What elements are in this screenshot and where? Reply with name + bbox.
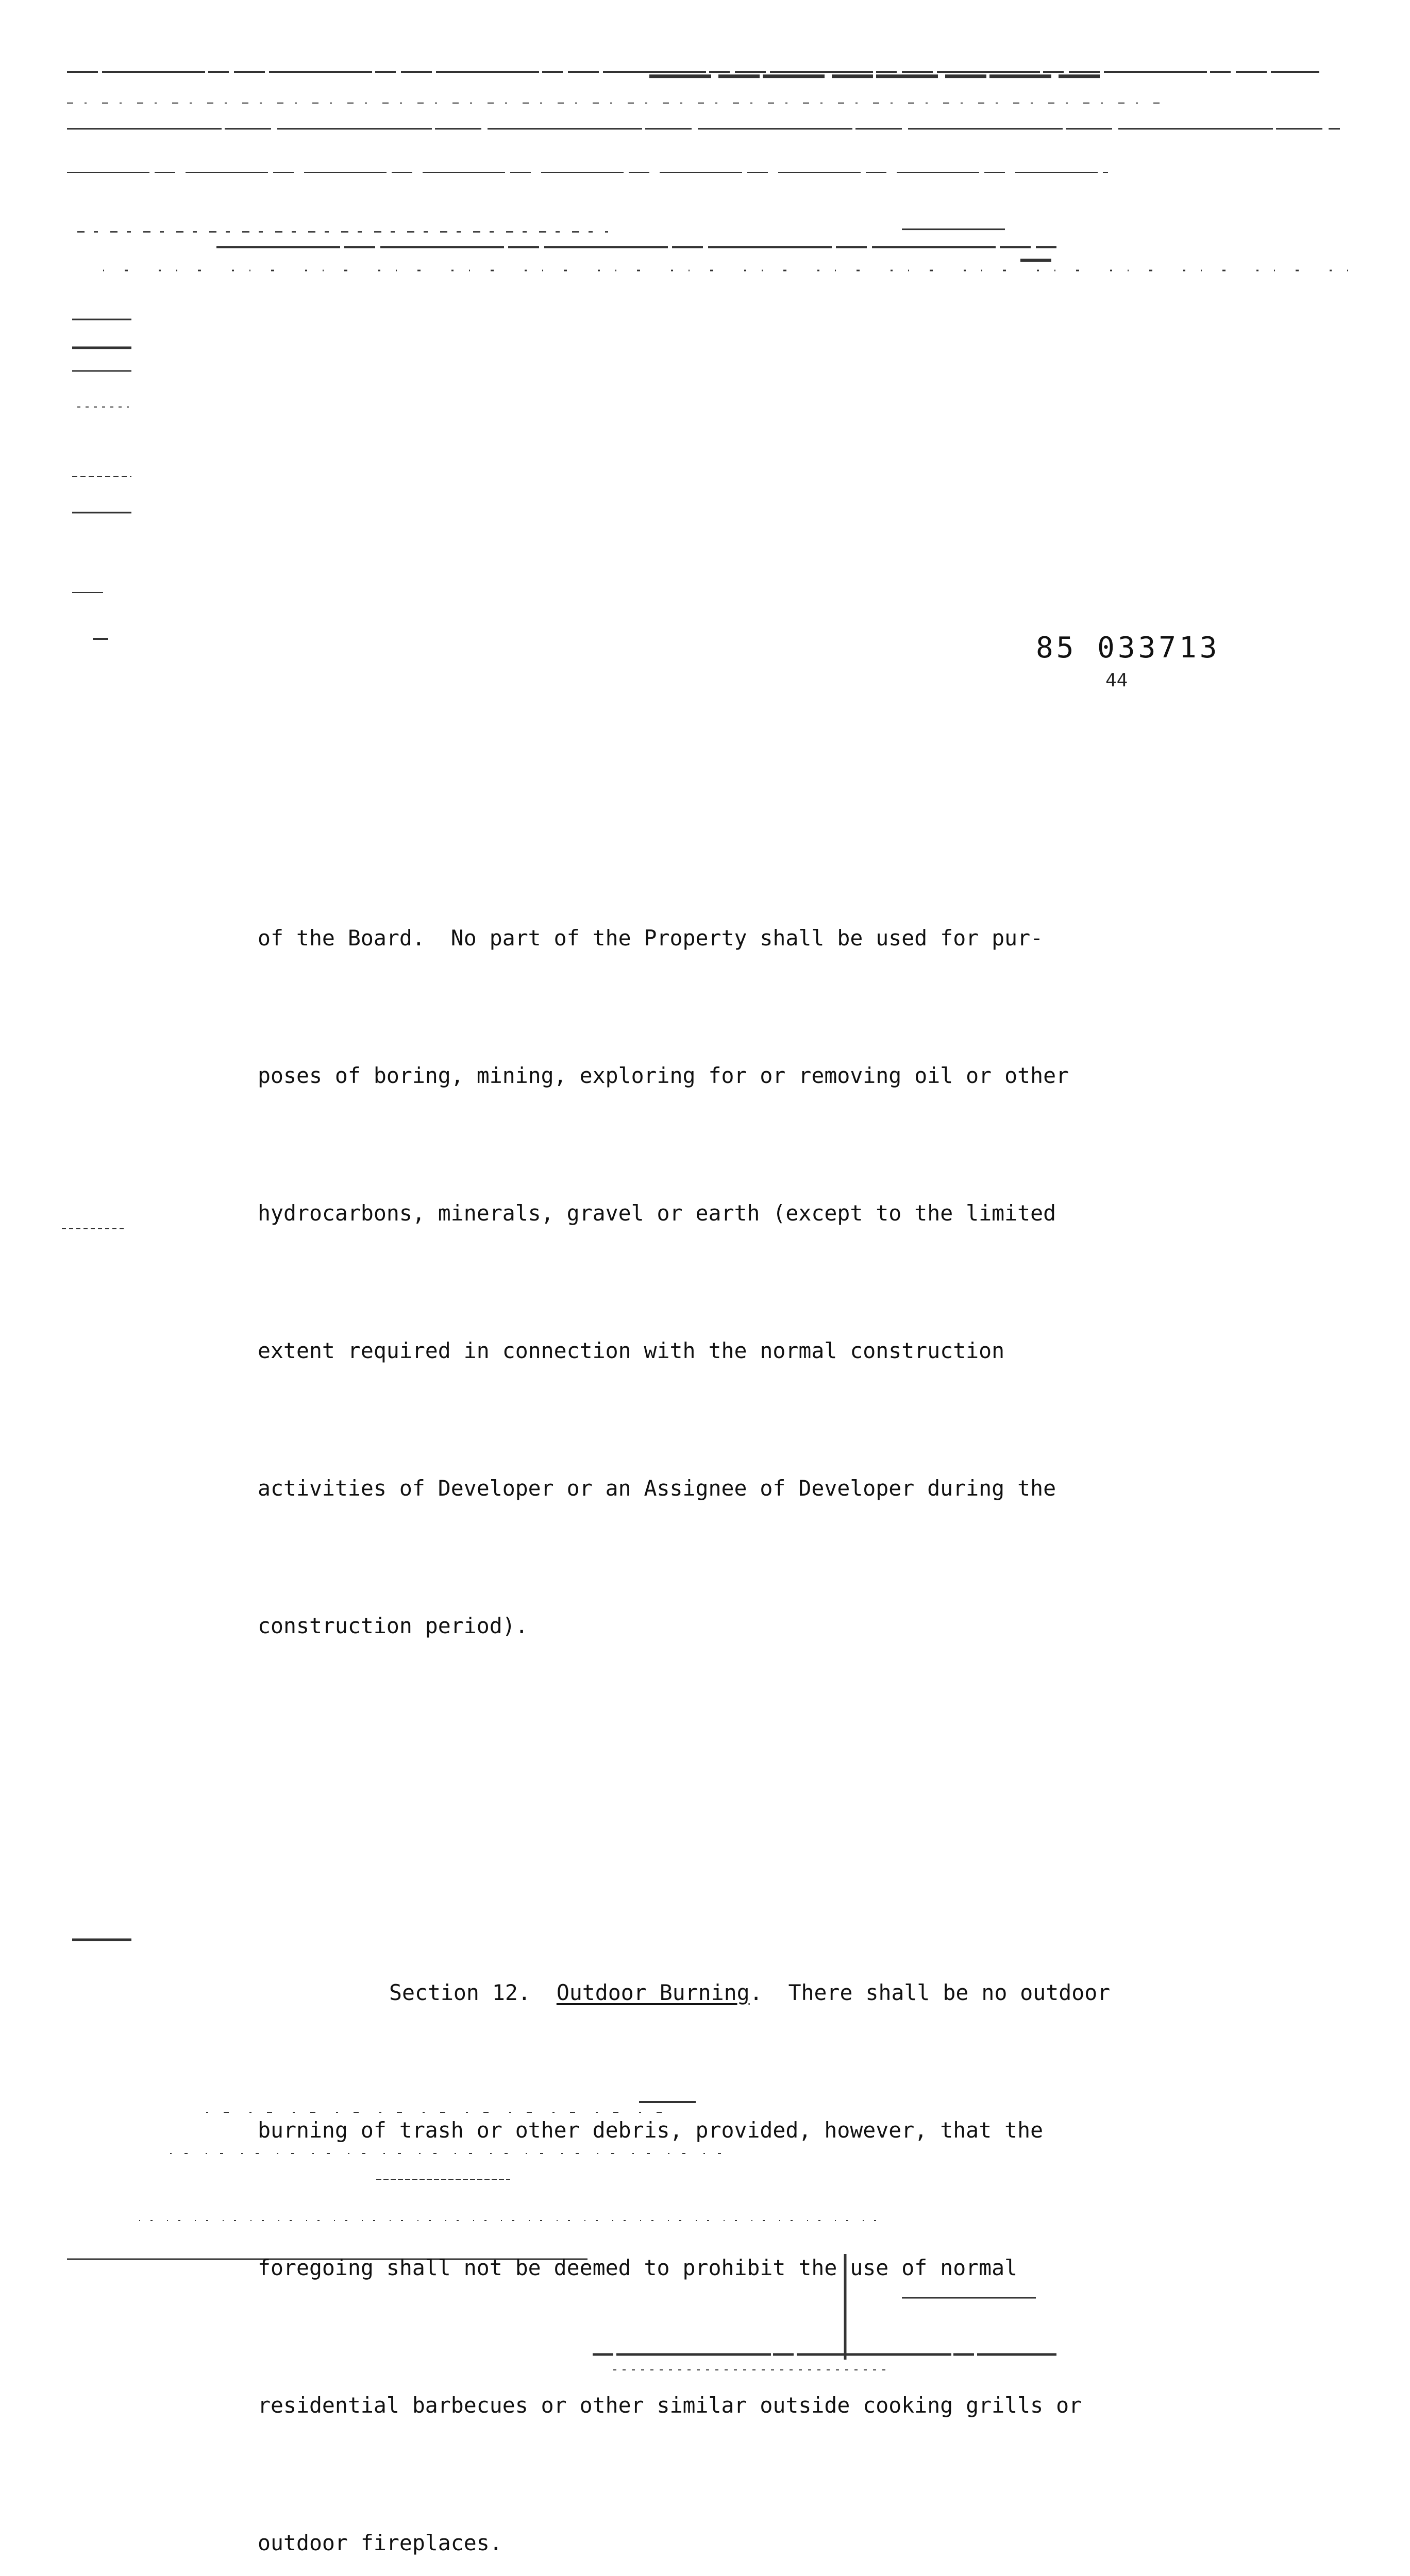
section-title: Outdoor Burning	[556, 1980, 750, 2005]
section-label: Section 12.	[389, 1980, 531, 2005]
text-line: extent required in connection with the normal construction	[258, 1338, 1005, 1363]
text-line: hydrocarbons, minerals, gravel or earth (except to the limited	[258, 1200, 1056, 1226]
text-line: activities of Developer or an Assignee of Developer during the	[258, 1476, 1056, 1501]
paragraph-continuation	[258, 823, 1227, 1740]
text-line: outdoor fireplaces.	[258, 2530, 502, 2555]
text-line: . There shall be no outdoor	[749, 1980, 1111, 2005]
section-heading-line	[258, 1970, 1227, 2015]
text-line: residential barbecues or other similar outside cooking grills or	[258, 2393, 1082, 2418]
section-12	[258, 1878, 1227, 2576]
page-number: 44	[1105, 670, 1128, 691]
text-line: foregoing shall not be deemed to prohibit the use of normal	[258, 2255, 1018, 2280]
document-body	[258, 732, 1227, 2576]
text-line: construction period).	[258, 1613, 528, 1638]
document-number: 85 033713	[1036, 631, 1220, 665]
text-line: poses of boring, mining, exploring for or removing oil or other	[258, 1063, 1069, 1088]
text-line: of the Board. No part of the Property shall be used for pur-	[258, 925, 1044, 951]
text-line: burning of trash or other debris, provided, however, that the	[258, 2117, 1044, 2143]
